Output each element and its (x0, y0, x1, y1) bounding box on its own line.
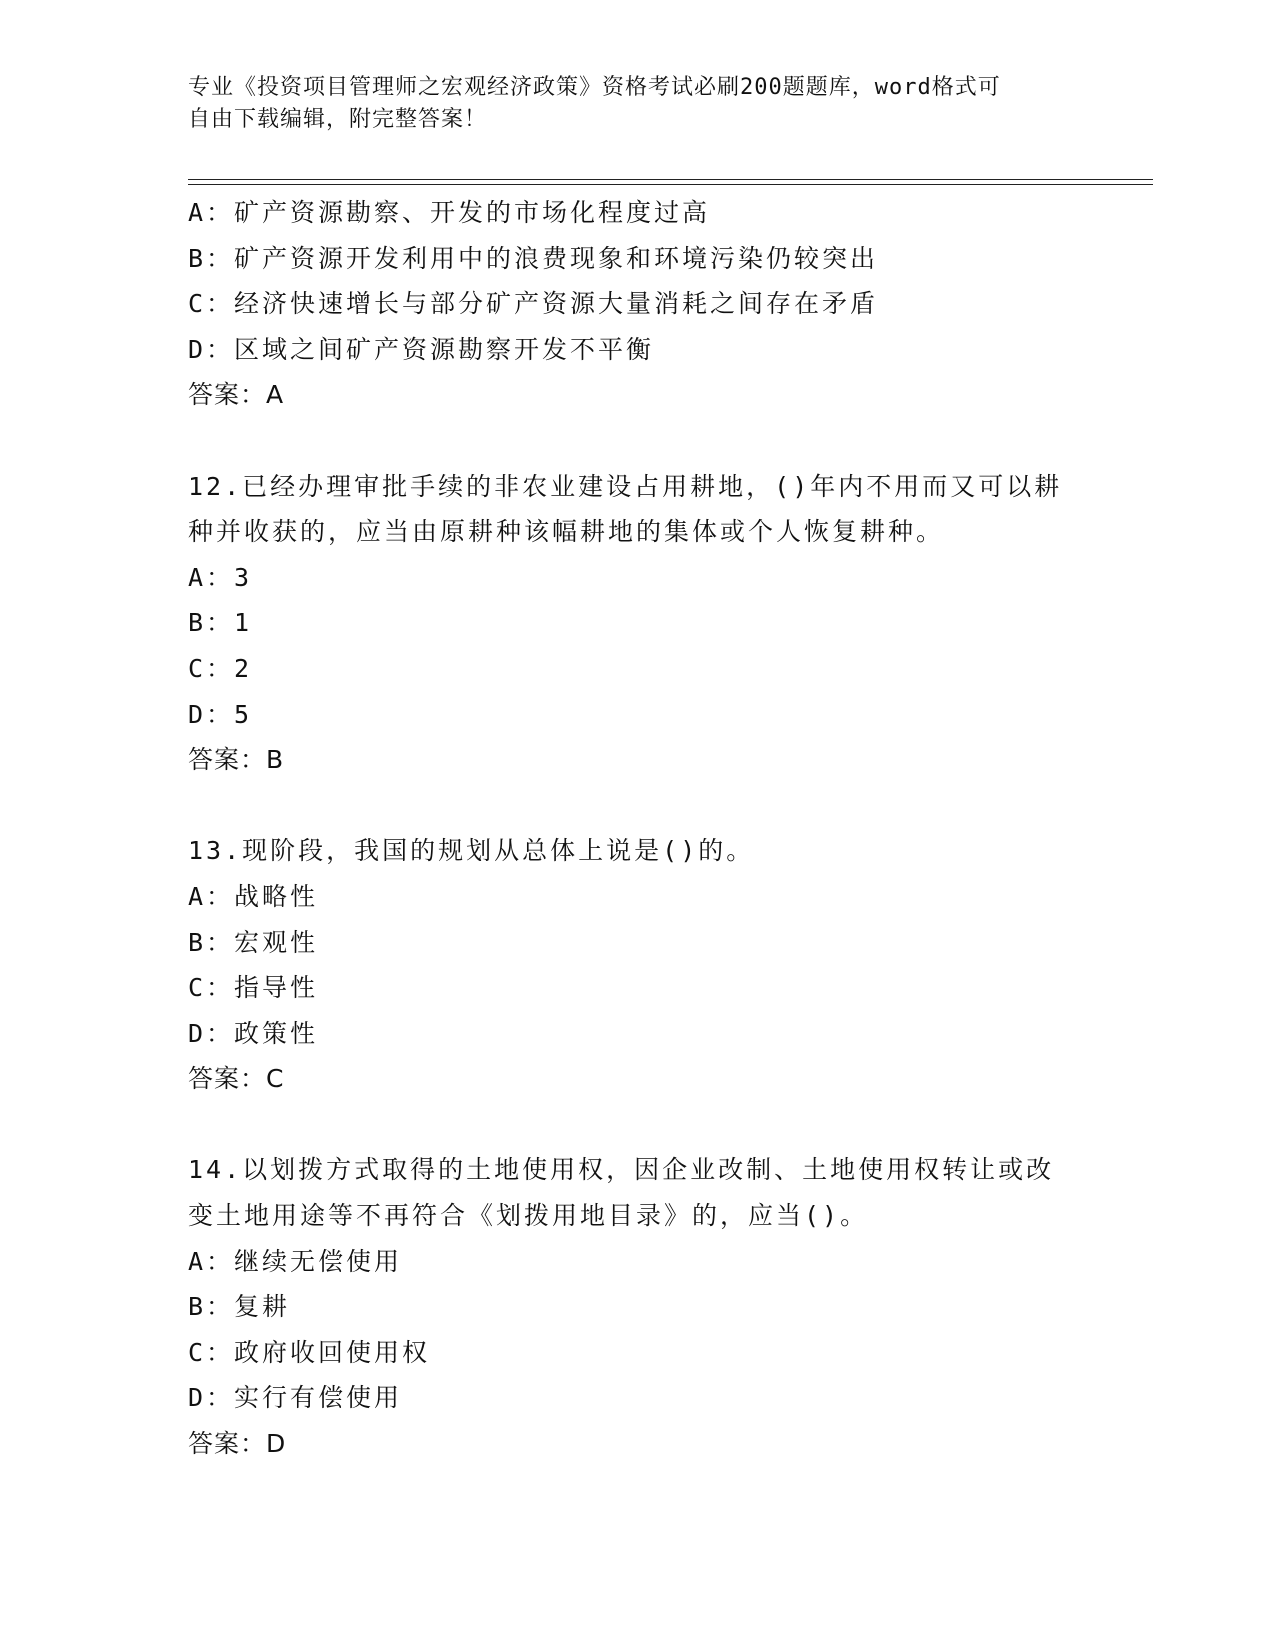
answer: 答案：A (188, 380, 285, 410)
question-14 (188, 1147, 1118, 1466)
option-b: B：矿产资源开发利用中的浪费现象和环境污染仍较突出 (188, 243, 879, 273)
spacer (188, 418, 1118, 464)
question-12 (188, 464, 1118, 783)
header-line-2: 自由下载编辑，附完整答案！ (188, 107, 488, 132)
option-c: C：经济快速增长与部分矿产资源大量消耗之间存在矛盾 (188, 289, 879, 319)
header-rule-top (188, 179, 1153, 180)
question-list (188, 190, 1118, 1467)
answer: 答案：C (188, 1064, 285, 1094)
option-c: C：2 (188, 653, 253, 683)
question-stem-line-2: 种并收获的，应当由原耕种该幅耕地的集体或个人恢复耕种。 (188, 517, 945, 547)
option-c: C：政府收回使用权 (188, 1337, 431, 1367)
question-11 (188, 190, 1118, 418)
spacer (188, 1102, 1118, 1148)
option-c: C：指导性 (188, 973, 319, 1003)
option-d: D：5 (188, 699, 253, 729)
spacer (188, 783, 1118, 829)
question-stem-line-2: 变土地用途等不再符合《划拨用地目录》的，应当()。 (188, 1201, 869, 1231)
header-rule-bottom (188, 184, 1153, 185)
option-b: B：宏观性 (188, 927, 319, 957)
option-d: D：政策性 (188, 1018, 319, 1048)
document-header (188, 72, 1088, 136)
question-stem-line-1: 13.现阶段，我国的规划从总体上说是()的。 (188, 836, 755, 866)
option-d: D：区域之间矿产资源勘察开发不平衡 (188, 334, 655, 364)
question-stem-line-1: 14.以划拨方式取得的土地使用权，因企业改制、土地使用权转让或改 (188, 1155, 1055, 1185)
answer: 答案：B (188, 745, 285, 775)
header-line-1: 专业《投资项目管理师之宏观经济政策》资格考试必刷200题题库，word格式可 (188, 75, 1001, 100)
option-b: B：1 (188, 608, 253, 638)
option-a: A：3 (188, 562, 253, 592)
answer: 答案：D (188, 1429, 287, 1459)
question-13 (188, 828, 1118, 1102)
option-a: A：战略性 (188, 881, 319, 911)
option-a: A：矿产资源勘察、开发的市场化程度过高 (188, 198, 711, 227)
question-stem-line-1: 12.已经办理审批手续的非农业建设占用耕地，()年内不用而又可以耕 (188, 471, 1063, 501)
option-b: B：复耕 (188, 1292, 291, 1322)
option-a: A：继续无偿使用 (188, 1246, 403, 1276)
option-d: D：实行有偿使用 (188, 1383, 403, 1413)
